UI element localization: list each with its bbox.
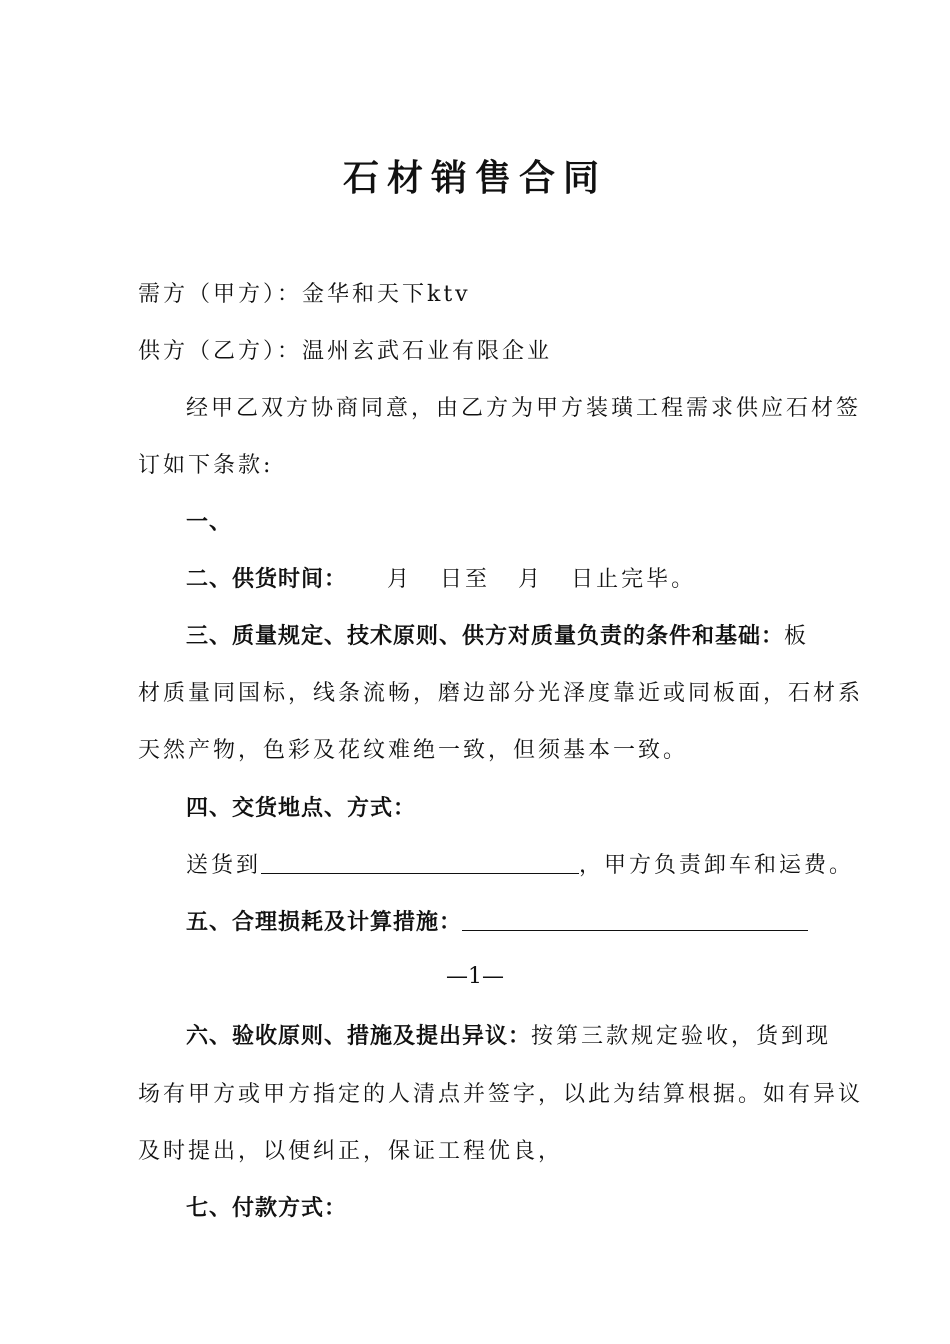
clause-2-day-2: 日止完毕。 — [571, 567, 697, 592]
party-a-line: 需方（甲方）：金华和天下ktv — [138, 282, 471, 307]
clause-2-day-1: 日至 — [440, 567, 491, 592]
clause-3-line-2: 材质量同国标，线条流畅，磨边部分光泽度靠近或同板面，石材系 — [138, 681, 864, 706]
clause-4-delivery-line — [186, 851, 855, 881]
delivery-prefix: 送货到 — [186, 853, 262, 878]
clause-2-month-1: 月 — [387, 567, 413, 592]
clause-4-heading: 四、交货地点、方式： — [186, 796, 417, 821]
loss-calculation-blank — [462, 910, 808, 931]
clause-6-text-1: 按第三款规定验收，货到现 — [531, 1024, 832, 1049]
clause-6-line-3: 及时提出，以便纠正，保证工程优良， — [138, 1139, 564, 1164]
clause-3-line-3: 天然产物，色彩及花纹难绝一致，但须基本一致。 — [138, 738, 689, 763]
clause-6-line-1 — [186, 1022, 848, 1052]
clause-2-month-2: 月 — [518, 567, 544, 592]
clause-6-line-2: 场有甲方或甲方指定的人清点并签字，以此为结算根据。如有异议 — [138, 1082, 864, 1107]
clause-2-line — [186, 565, 848, 595]
document-title: 石材销售合同 — [342, 157, 607, 199]
clause-7-heading: 七、付款方式： — [186, 1196, 348, 1221]
clause-6-heading: 六、验收原则、措施及提出异议： — [186, 1024, 532, 1049]
clause-1-heading: 一、 — [186, 510, 233, 535]
party-b-line: 供方（乙方）：温州玄武石业有限企业 — [138, 339, 553, 364]
page-number: —1— — [446, 964, 504, 989]
clause-3-text-1: 板 — [784, 624, 810, 649]
delivery-suffix: ，甲方负责卸车和运费。 — [579, 853, 855, 878]
intro-paragraph-line-2: 订如下条款: — [138, 453, 274, 478]
clause-5-line — [186, 908, 848, 938]
clause-3-heading: 三、质量规定、技术原则、供方对质量负责的条件和基础： — [186, 624, 785, 649]
intro-paragraph-line-1: 经甲乙双方协商同意，由乙方为甲方装璜工程需求供应石材签 — [186, 396, 862, 421]
clause-2-heading: 二、供货时间： — [186, 567, 348, 592]
delivery-address-blank — [261, 853, 579, 874]
clause-3-line-1 — [186, 622, 848, 652]
clause-5-heading: 五、合理损耗及计算措施： — [186, 910, 463, 935]
